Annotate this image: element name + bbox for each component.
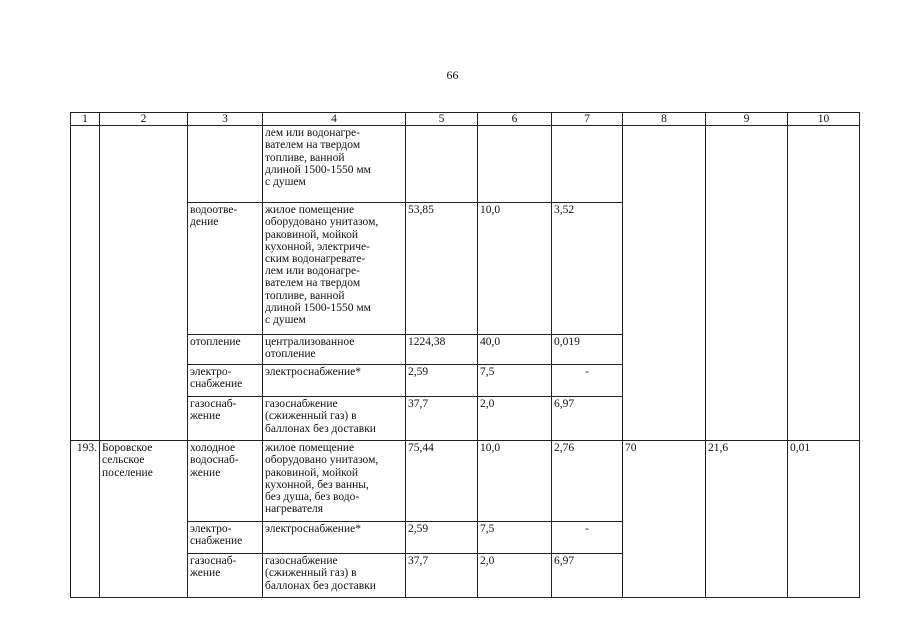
value-cell: 37,7 — [406, 554, 478, 598]
column-header: 5 — [406, 113, 478, 126]
settlement-number-cell: 193. — [71, 441, 100, 598]
condition-cell: газоснабжение (сжиженный газ) в баллонах без доставки — [263, 397, 406, 441]
utility-type-cell: отопление — [188, 335, 263, 365]
settlement-name-cell — [100, 126, 188, 441]
column-header: 6 — [478, 113, 552, 126]
settlement-number-cell — [71, 126, 100, 441]
value-cell: 2,0 — [478, 397, 552, 441]
table-row — [71, 441, 860, 522]
value-cell: - — [552, 522, 623, 554]
page-number: 66 — [446, 68, 459, 82]
value-cell: 37,7 — [406, 397, 478, 441]
utility-type-cell: водоотве- дение — [188, 203, 263, 335]
value-cell: 1224,38 — [406, 335, 478, 365]
value-cell: 21,6 — [706, 441, 788, 598]
value-cell: 75,44 — [406, 441, 478, 522]
condition-cell: лем или водонагре- вателем на твердом топливе, ванной длиной 1500-1550 мм с душем — [263, 126, 406, 203]
value-cell: - — [552, 365, 623, 397]
utility-type-cell: газоснаб- жение — [188, 397, 263, 441]
value-cell: 6,97 — [552, 397, 623, 441]
value-cell: 2,0 — [478, 554, 552, 598]
value-cell: 10,0 — [478, 203, 552, 335]
utility-type-cell: газоснаб- жение — [188, 554, 263, 598]
value-cell: 40,0 — [478, 335, 552, 365]
condition-cell: жилое помещение оборудовано унитазом, раковиной, мойкой кухонной, электриче- ским водонагревате- лем или водонагре- вателем на твердом топливе, ванной длиной 1500-1550 мм с душем — [263, 203, 406, 335]
value-cell — [406, 126, 478, 203]
value-cell — [788, 126, 860, 441]
condition-cell: жилое помещение оборудовано унитазом, раковиной, мойкой кухонной, без ванны, без душа, без водо- нагревателя — [263, 441, 406, 522]
column-header: 10 — [788, 113, 860, 126]
value-cell: 6,97 — [552, 554, 623, 598]
value-cell: 2,59 — [406, 522, 478, 554]
condition-cell: газоснабжение (сжиженный газ) в баллонах без доставки — [263, 554, 406, 598]
value-cell: 3,52 — [552, 203, 623, 335]
value-cell — [623, 126, 706, 441]
column-header: 8 — [623, 113, 706, 126]
value-cell: 7,5 — [478, 522, 552, 554]
value-cell — [706, 126, 788, 441]
column-header: 1 — [71, 113, 100, 126]
value-cell — [478, 126, 552, 203]
column-header: 9 — [706, 113, 788, 126]
value-cell: 0,019 — [552, 335, 623, 365]
value-cell: 2,76 — [552, 441, 623, 522]
column-number-row — [71, 113, 860, 126]
value-cell: 53,85 — [406, 203, 478, 335]
table-row — [71, 126, 860, 203]
value-cell: 2,59 — [406, 365, 478, 397]
condition-cell: централизованное отопление — [263, 335, 406, 365]
utility-type-cell: электро- снабжение — [188, 522, 263, 554]
condition-cell: электроснабжение* — [263, 365, 406, 397]
value-cell: 10,0 — [478, 441, 552, 522]
utility-type-cell — [188, 126, 263, 203]
utility-type-cell: холодное водоснаб- жение — [188, 441, 263, 522]
value-cell: 7,5 — [478, 365, 552, 397]
value-cell: 0,01 — [788, 441, 860, 598]
column-header: 7 — [552, 113, 623, 126]
utility-type-cell: электро- снабжение — [188, 365, 263, 397]
column-header: 2 — [100, 113, 188, 126]
column-header: 4 — [263, 113, 406, 126]
tariff-table — [70, 112, 860, 598]
condition-cell: электроснабжение* — [263, 522, 406, 554]
settlement-name-cell: Боровское сельское поселение — [100, 441, 188, 598]
value-cell — [552, 126, 623, 203]
column-header: 3 — [188, 113, 263, 126]
value-cell: 70 — [623, 441, 706, 598]
